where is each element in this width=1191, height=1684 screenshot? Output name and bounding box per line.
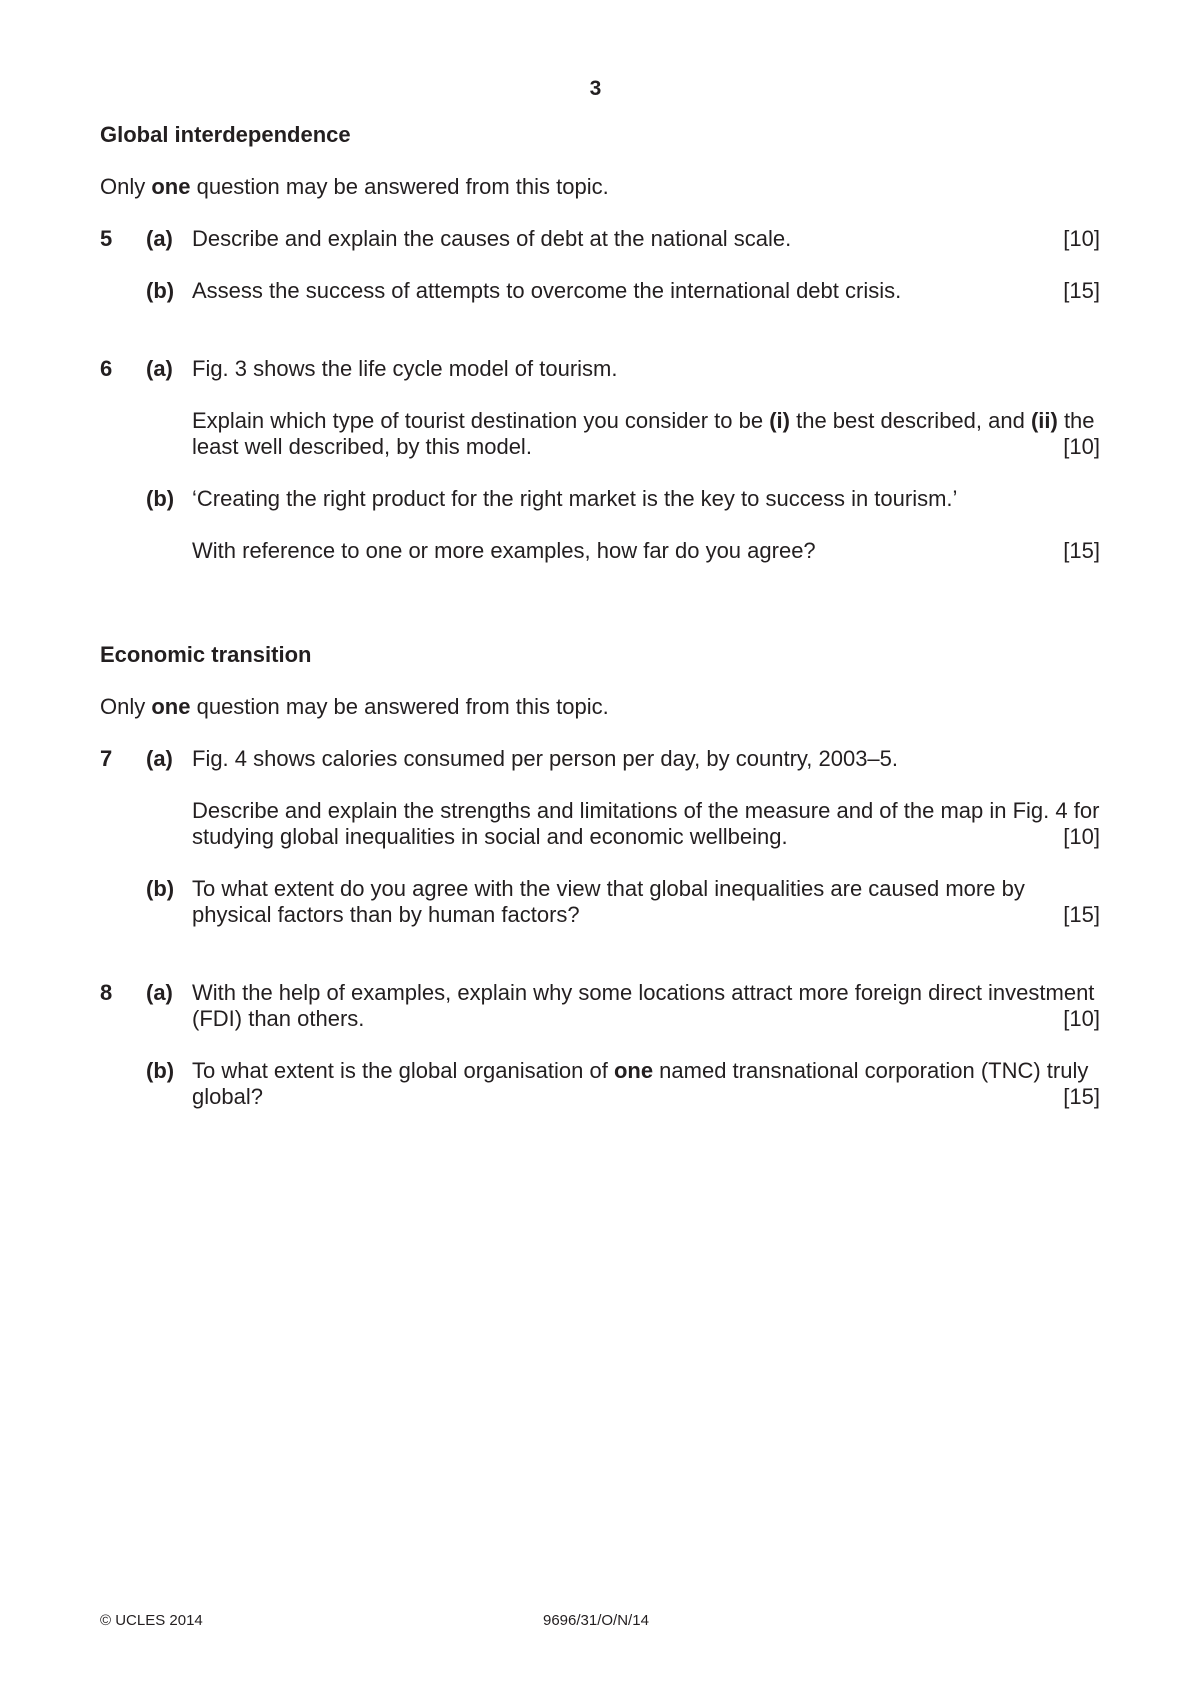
question-6b-quote: ‘Creating the right product for the right market is the key to success in tourism.’ — [192, 486, 958, 511]
question-7a-text: Describe and explain the strengths and limitations of the measure and of the map in Fig. 4 for studying global inequalities in social and economic wellbeing. — [192, 798, 1100, 849]
part-label-7b: (b) — [146, 876, 175, 901]
question-8a-text: With the help of examples, explain why some locations attract more foreign direct investment (FDI) than others. — [192, 980, 1095, 1031]
part-label-6b: (b) — [146, 486, 175, 511]
question-number-5: 5 — [100, 226, 113, 251]
footer-paper-code: 9696/31/O/N/14 — [543, 1612, 649, 1629]
question-number-6: 6 — [100, 356, 113, 381]
question-5b-text: Assess the success of attempts to overcome the international debt crisis. — [192, 278, 902, 303]
question-8a-marks: [10] — [1063, 1006, 1100, 1031]
part-label-5a: (a) — [146, 226, 173, 251]
question-6a-text: Explain which type of tourist destination you consider to be (i) the best described, and (ii) the least well described, by this model. — [192, 408, 1095, 459]
question-6b-text: With reference to one or more examples, how far do you agree? — [192, 538, 816, 563]
footer-copyright: © UCLES 2014 — [100, 1612, 203, 1629]
question-6a-marks: [10] — [1063, 434, 1100, 459]
question-7a-marks: [10] — [1063, 824, 1100, 849]
question-number-8: 8 — [100, 980, 113, 1005]
question-5a-text: Describe and explain the causes of debt at the national scale. — [192, 226, 792, 251]
question-6b-marks: [15] — [1063, 538, 1100, 563]
question-7a-stem: Fig. 4 shows calories consumed per person per day, by country, 2003–5. — [192, 746, 899, 771]
part-label-8b: (b) — [146, 1058, 175, 1083]
question-6a-stem: Fig. 3 shows the life cycle model of tourism. — [192, 356, 618, 381]
question-8b-marks: [15] — [1063, 1084, 1100, 1109]
question-8b-text: To what extent is the global organisation of one named transnational corporation (TNC) truly global? — [192, 1058, 1089, 1109]
part-label-6a: (a) — [146, 356, 173, 381]
question-7b-text: To what extent do you agree with the view that global inequalities are caused more by physical factors than by human factors? — [192, 876, 1025, 927]
part-label-7a: (a) — [146, 746, 173, 771]
part-label-5b: (b) — [146, 278, 175, 303]
part-label-8a: (a) — [146, 980, 173, 1005]
section-note: Only one question may be answered from this topic. — [100, 694, 609, 719]
question-number-7: 7 — [100, 746, 113, 771]
section-note: Only one question may be answered from this topic. — [100, 174, 609, 199]
question-5a-marks: [10] — [1063, 226, 1100, 251]
section-heading-global-interdependence: Global interdependence — [100, 122, 351, 147]
section-heading-economic-transition: Economic transition — [100, 642, 312, 667]
page-number: 3 — [589, 77, 602, 100]
question-5b-marks: [15] — [1063, 278, 1100, 303]
question-7b-marks: [15] — [1063, 902, 1100, 927]
